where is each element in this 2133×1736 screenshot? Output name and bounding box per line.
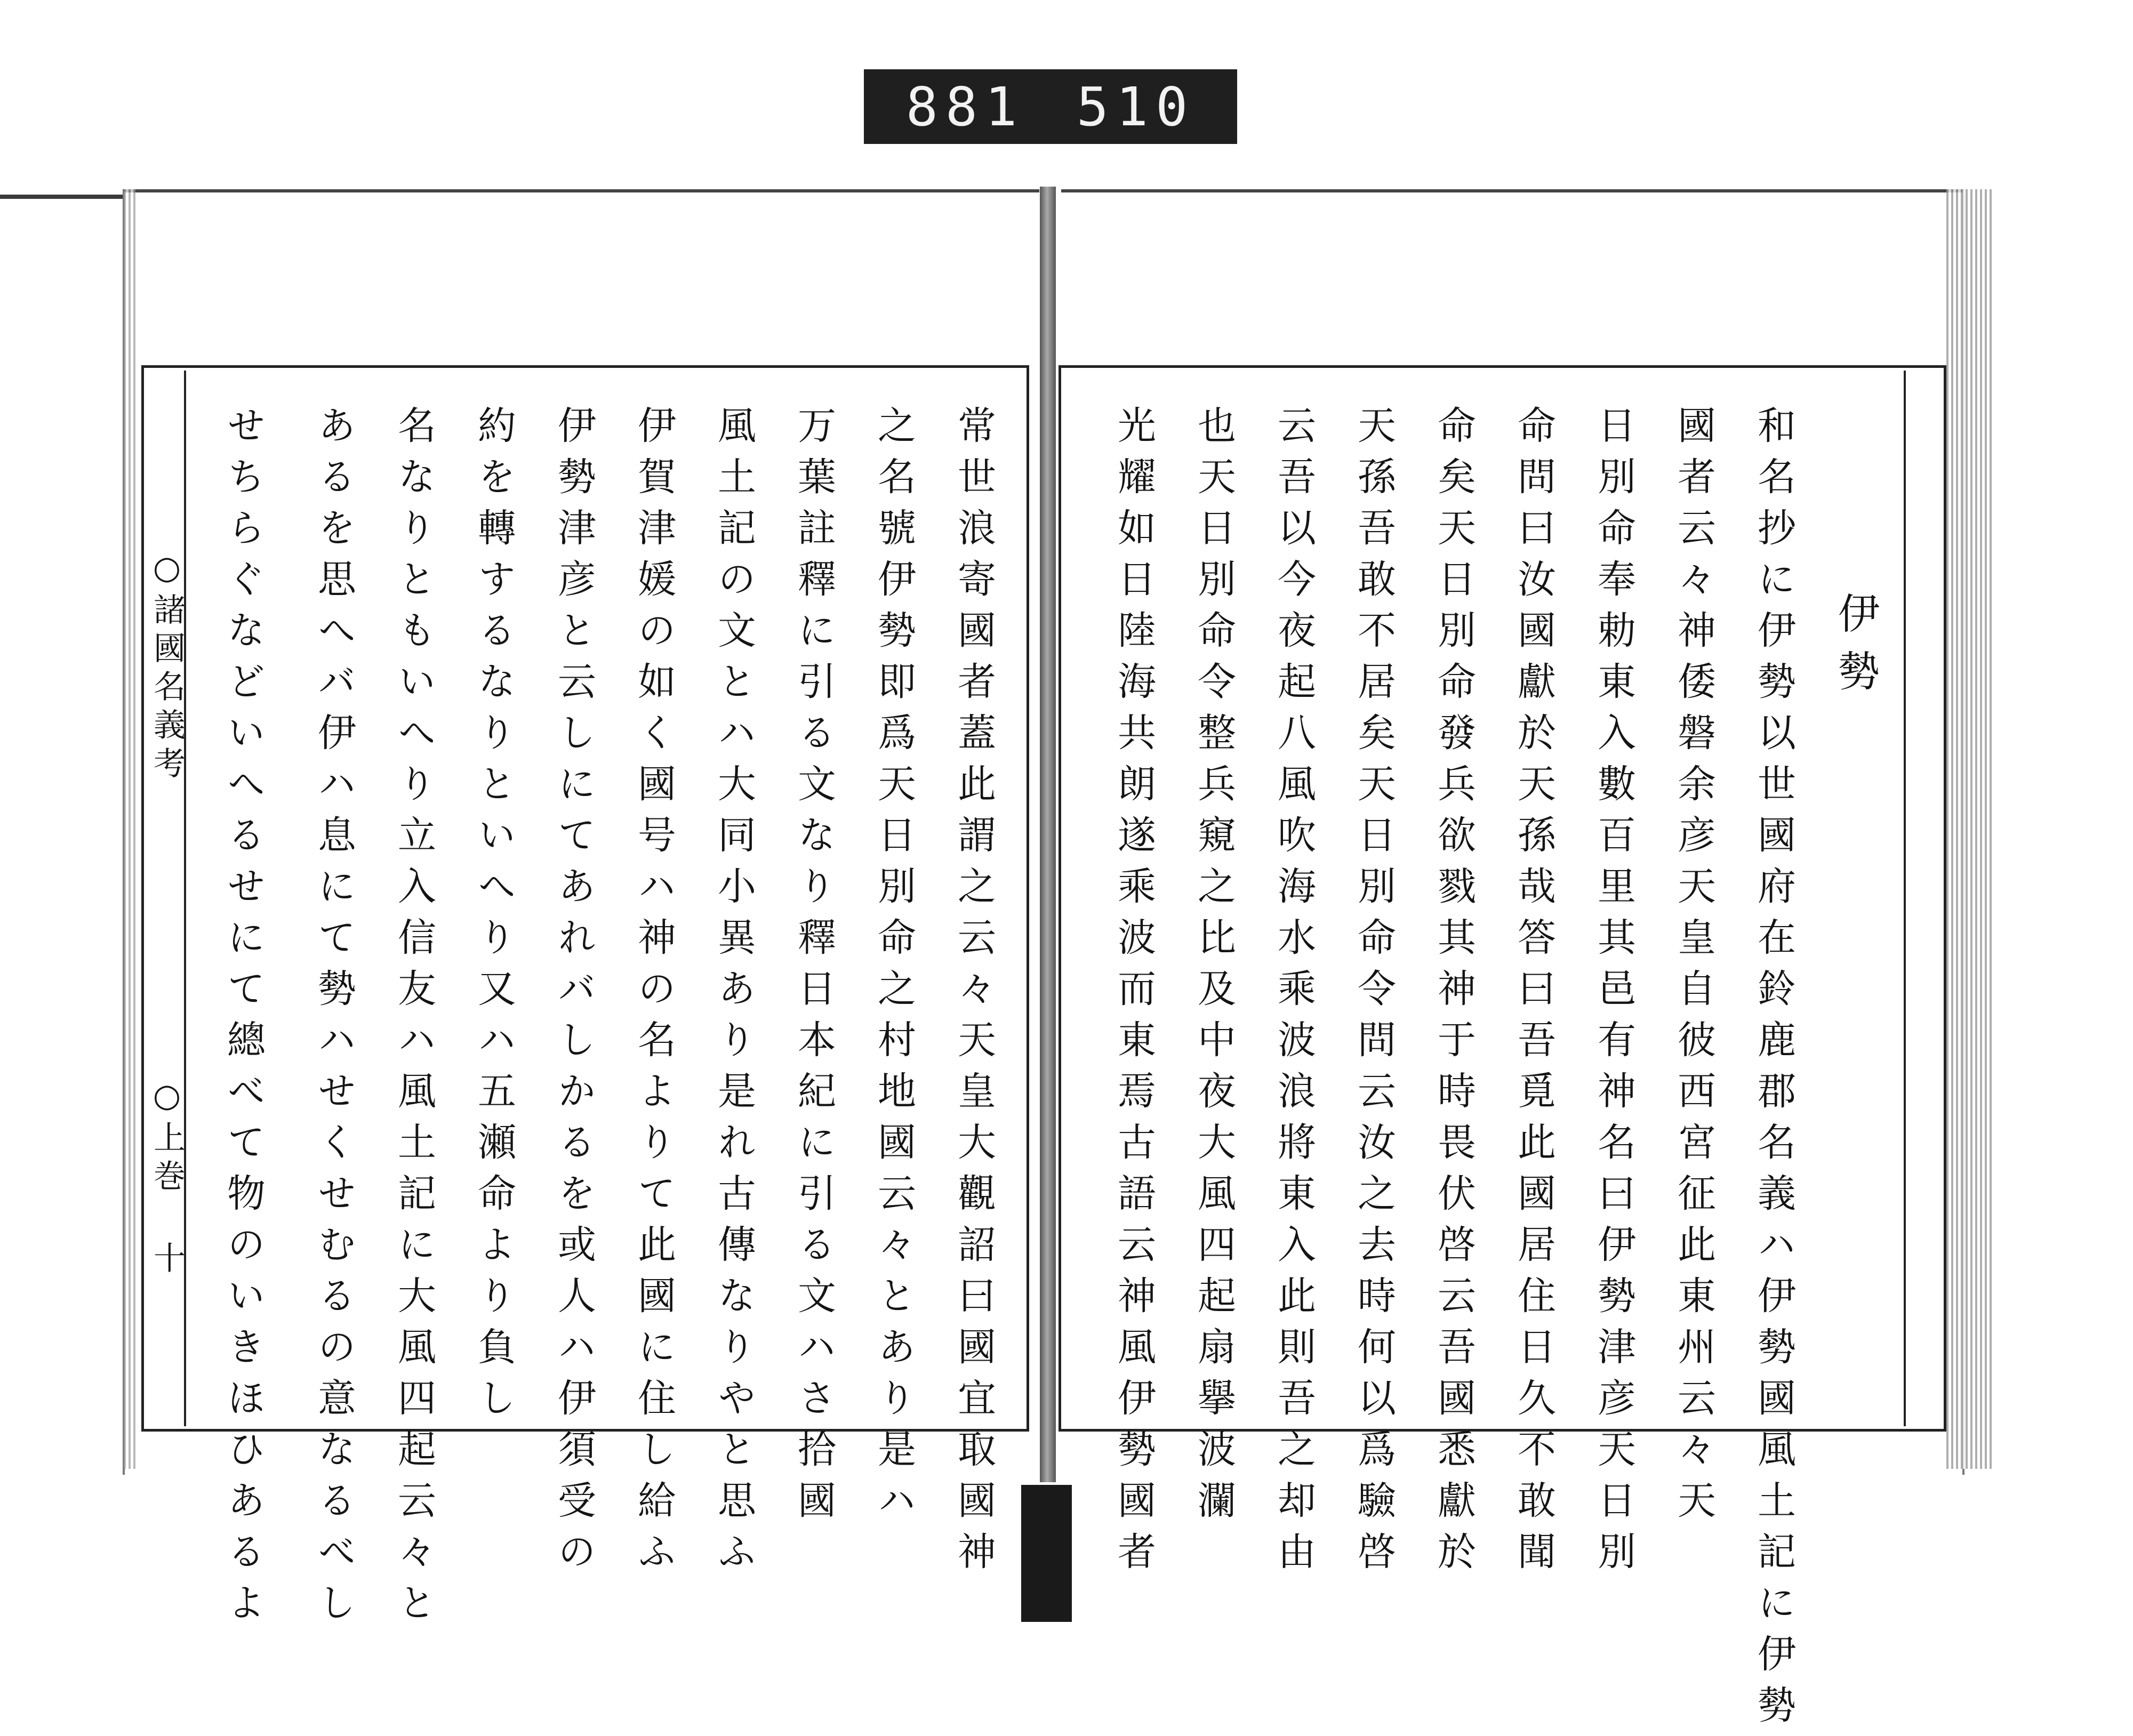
- call-number-label: [864, 69, 1237, 144]
- left-text-column-7: 約を轉するなりといへり又ハ五瀬命より負し: [471, 405, 516, 1429]
- left-text-column-1: 常世浪寄國者蓋此謂之云々天皇大觀詔曰國宜取國神: [951, 405, 996, 1582]
- left-text-column-4: 風土記の文とハ大同小異あり是れ古傳なりやと思ふ: [711, 405, 756, 1582]
- left-page-edges: [124, 189, 135, 1469]
- volume-page-number: ○上巻 十: [148, 1077, 186, 1280]
- left-text-column-2: 之名號伊勢即爲天日別命之村地國云々とあり是ハ: [871, 405, 916, 1531]
- left-text-column-10: せちらぐなどいへるせにて總べて物のいきほひあるよ: [221, 405, 266, 1634]
- call-number-left: 881: [905, 75, 1025, 138]
- section-heading: 伊勢: [1831, 592, 1879, 707]
- spine-shadow-block: [1021, 1485, 1072, 1622]
- right-text-column-9: 光耀如日陸海共朗遂乘波而東焉古語云神風伊勢國者: [1111, 405, 1156, 1582]
- right-text-column-6: 天孫吾敢不居矣天日別命令問云汝之去時何以爲驗啓: [1351, 405, 1396, 1582]
- right-text-column-3: 日別命奉勅東入數百里其邑有神名曰伊勢津彦天日別: [1591, 405, 1636, 1582]
- right-text-column-7: 云吾以今夜起八風吹海水乘波浪將東入此則吾之却由: [1271, 405, 1316, 1582]
- right-text-column-2: 國者云々神倭磐余彦天皇自彼西宮征此東州云々天: [1671, 405, 1716, 1531]
- right-page-edges: [1946, 189, 1992, 1469]
- left-text-column-9: あるを思へバ伊ハ息にて勢ハせくせむるの意なるべし: [311, 405, 356, 1634]
- right-text-column-1: 和名抄に伊勢以世國府在鈴鹿郡名義ハ伊勢國風土記に伊勢: [1751, 405, 1796, 1736]
- left-text-column-5: 伊賀津媛の如く國号ハ神の名よりて此國に住し給ふ: [631, 405, 676, 1582]
- call-number-right: 510: [1076, 75, 1196, 138]
- right-text-column-8: 也天日別命令整兵窺之比及中夜大風四起扇擧波瀾: [1191, 405, 1236, 1531]
- left-text-column-6: 伊勢津彦と云しにてあれバしかるを或人ハ伊須受の: [551, 405, 596, 1582]
- outer-rule-line: [0, 195, 123, 199]
- right-margin-rule: [1904, 371, 1906, 1426]
- book-title: ○諸國名義考: [148, 549, 186, 785]
- right-text-column-4: 命問曰汝國獻於天孫哉答曰吾覓此國居住日久不敢聞: [1511, 405, 1556, 1582]
- book-spine: [1040, 187, 1056, 1482]
- left-text-column-8: 名なりともいへり立入信友ハ風土記に大風四起云々と: [391, 405, 436, 1634]
- right-text-column-5: 命矣天日別命發兵欲戮其神于時畏伏啓云吾國悉獻於: [1431, 405, 1476, 1582]
- left-text-column-3: 万葉註釋に引る文なり釋日本紀に引る文ハさ拾國: [791, 405, 836, 1531]
